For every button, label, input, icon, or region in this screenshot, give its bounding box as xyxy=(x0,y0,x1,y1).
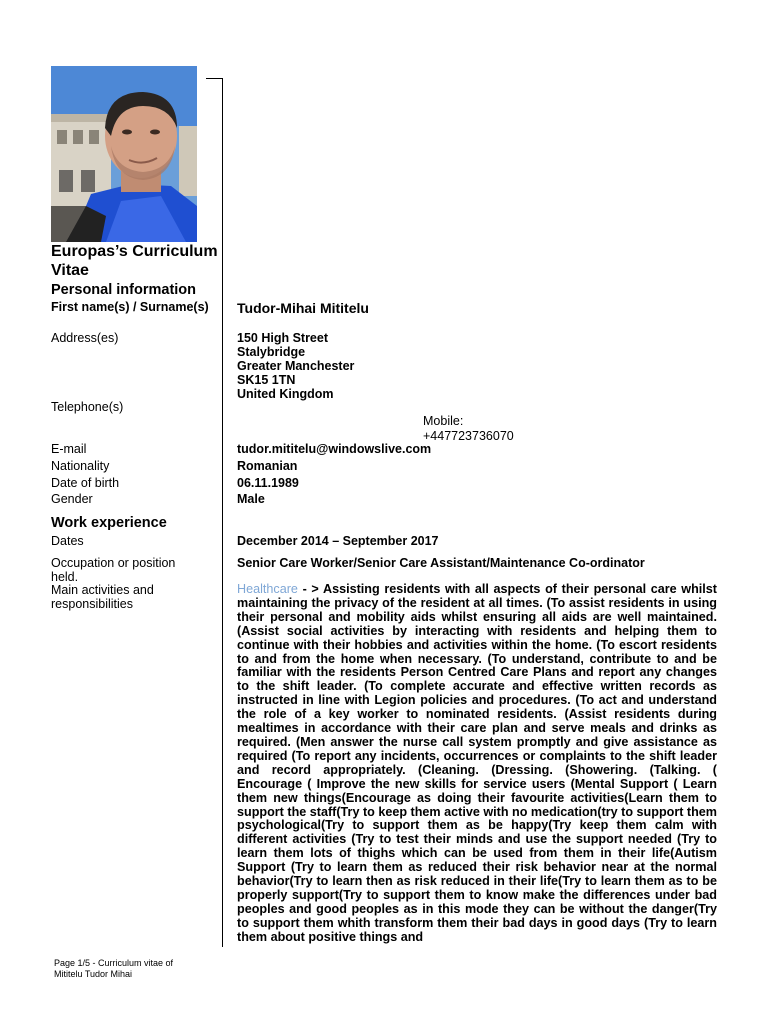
dates-label: Dates xyxy=(51,534,84,548)
dob-value: 06.11.1989 xyxy=(237,476,299,490)
email-label: E-mail xyxy=(51,442,87,456)
occupation-value: Senior Care Worker/Senior Care Assistant/Maintenance Co-ordinator xyxy=(237,556,645,570)
activities-text: - > Assisting residents with all aspects of their personal care whilst maintaining the privacy of the resident at all times. (To assist residents in using their personal and mobility aids whilst ensuring all aids are well maintained. (Assist social activities by interacting with residents and helping them to continue with their hobbies and activities within the home. (To escort residents to and from the home when necessary. (To understand, contribute to and be familiar with the residents Person Centred Care Plans and report any changes to the shift leader. (To complete accurate and effective written records as instructed in line with Legion policies and procedures. (To act and understand the role of a key worker to nominated residents. (Assist residents during mealtimes in accordance with their care plan and serve meals and drinks as required. (Men answer the nurse call system promptly and give assistance as required (To report any incidents, occurrences or complaints to the shift leader and record appropriately. (Cleaning. (Dressing. (Showering. (Talking. ( Encourage ( Improve the new skills for service users (Mental Support ( Learn them new things(Encourage as doing their favourite activities(Learn them to support the staff(Try to keep them active with no medication(try to support them psychological(Try to support them as be happy(Try keep them calm with different activities (Try to test their minds and use the support needed (Try to learn them lots of thighs which can be used from them in their life(Autism Support (Try to learn them as reduced their risk behavior near at the normal behavior(Try to learn then as risk reduced in their life(Try to learn them as to be properly support(Try to support them to know make the differences under bad peoples and good peoples as in this mode they can be without the danger(Try to support them whith transform them their bad days in good days (Try to learn them about positive things and xyxy=(237,583,717,944)
address-line-2: Stalybridge xyxy=(237,345,306,359)
personal-info-heading: Personal information xyxy=(51,282,197,298)
sector-label: Healthcare xyxy=(237,583,298,596)
address-line-1: 150 High Street xyxy=(237,331,329,345)
address-label: Address(es) xyxy=(51,331,119,345)
address-line-5: United Kingdom xyxy=(237,387,334,401)
mobile-block xyxy=(423,414,514,443)
activities-description xyxy=(237,583,717,948)
email-value: tudor.mititelu@windowslive.com xyxy=(237,442,432,456)
dob-label: Date of birth xyxy=(51,476,120,490)
address-line-3: Greater Manchester xyxy=(237,359,355,373)
activities-label: Main activities and responsibilities xyxy=(51,583,154,611)
gender-value: Male xyxy=(237,492,265,506)
full-name: Tudor-Mihai Mititelu xyxy=(237,300,369,316)
dates-value: December 2014 – September 2017 xyxy=(237,534,439,548)
nationality-value: Romanian xyxy=(237,459,298,473)
work-experience-heading: Work experience xyxy=(51,515,167,531)
nationality-label: Nationality xyxy=(51,459,110,473)
mobile-number: +447723736070 xyxy=(423,428,514,443)
mobile-label: Mobile: xyxy=(423,414,464,428)
telephone-label: Telephone(s) xyxy=(51,400,124,414)
address-line-4: SK15 1TN xyxy=(237,373,296,387)
column-divider xyxy=(222,78,223,947)
gender-label: Gender xyxy=(51,492,93,506)
cv-title: Europas’s Curriculum Vitae xyxy=(51,243,218,279)
column-divider-tick xyxy=(206,78,223,79)
name-label: First name(s) / Surname(s) xyxy=(51,300,209,314)
profile-photo xyxy=(51,66,197,242)
occupation-label: Occupation or position held. xyxy=(51,556,176,584)
page-footer: Page 1/5 - Curriculum vitae of Mititelu Tudor Mihai xyxy=(54,958,174,979)
